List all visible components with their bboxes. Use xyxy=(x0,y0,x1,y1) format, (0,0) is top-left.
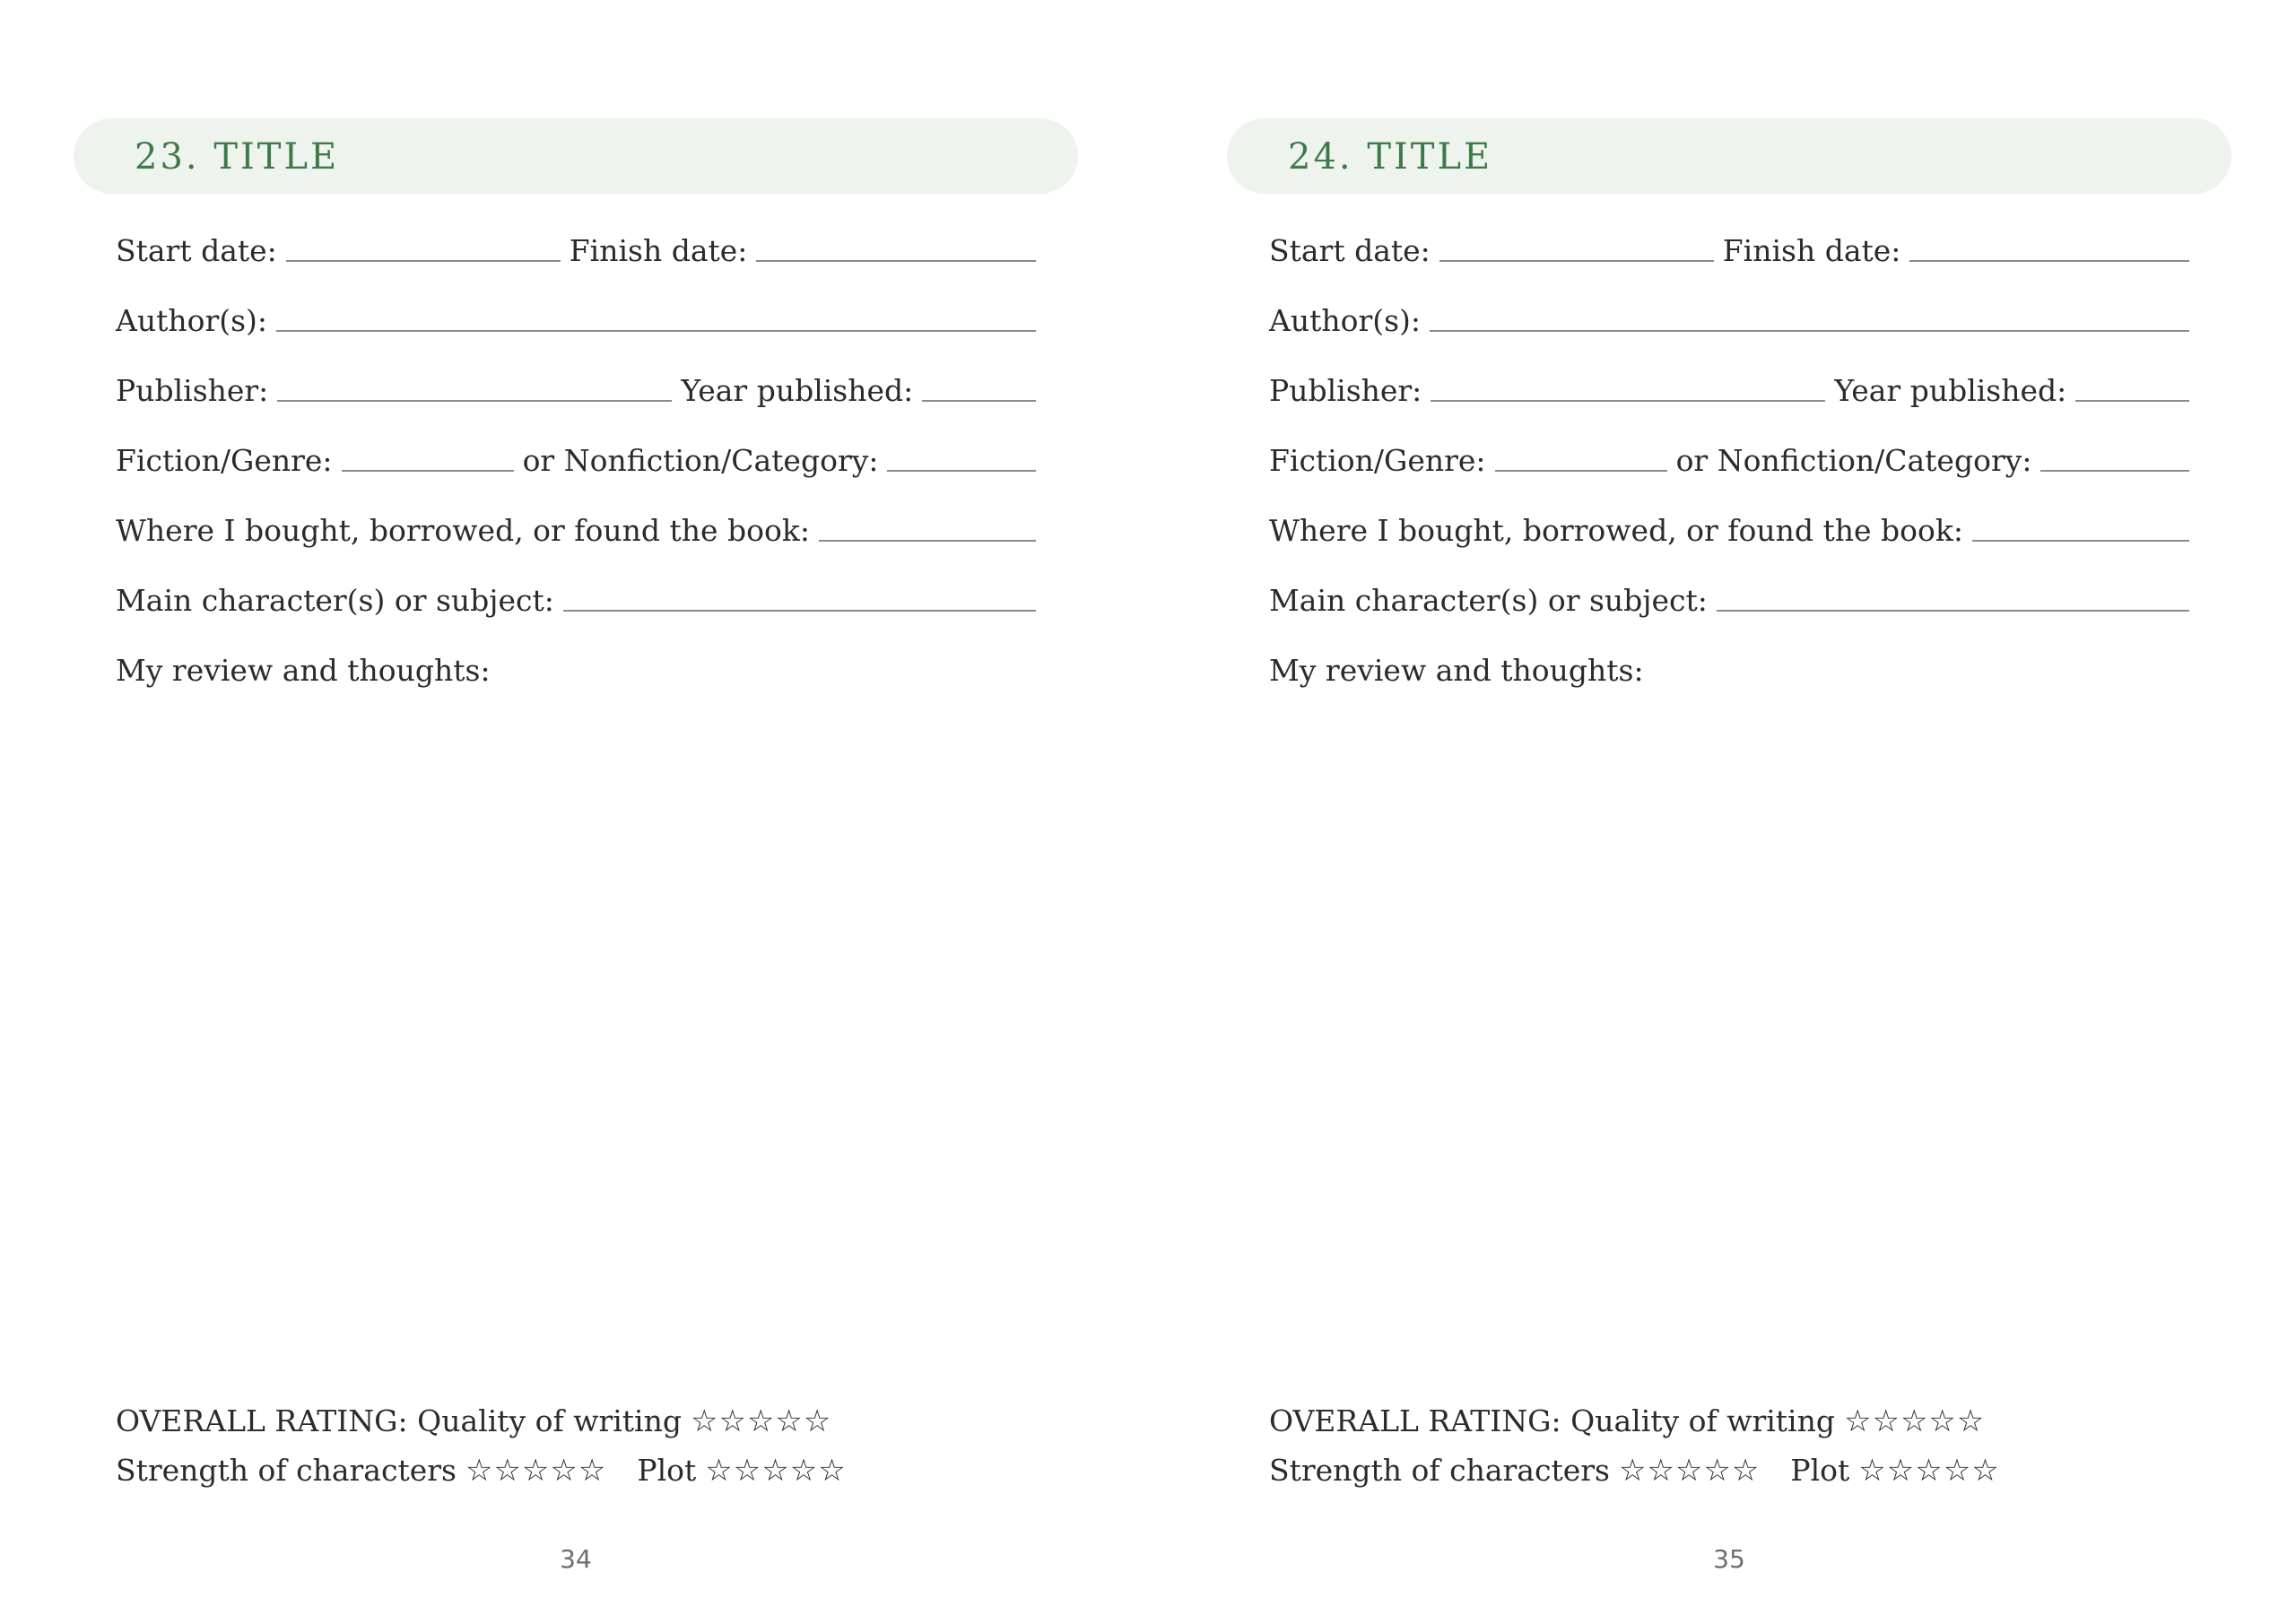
nonfiction-category-field[interactable] xyxy=(2040,439,2189,472)
where-found-label: Where I bought, borrowed, or found the book: xyxy=(116,513,811,548)
main-character-row xyxy=(116,574,1036,619)
characters-plot-row xyxy=(1269,1444,2189,1489)
where-row xyxy=(1269,504,2189,549)
title-bar xyxy=(74,118,1078,194)
genre-row xyxy=(1269,434,2189,479)
nonfiction-category-label: or Nonfiction/Category: xyxy=(1675,443,2032,478)
overall-rating-row xyxy=(1269,1394,2189,1439)
book-title: 24. TITLE xyxy=(1288,136,1493,178)
main-character-label: Main character(s) or subject: xyxy=(116,583,554,618)
page-left xyxy=(74,0,1078,1607)
overall-rating-label: OVERALL RATING: Quality of writing xyxy=(116,1403,682,1438)
page-number: 35 xyxy=(1713,1544,1745,1574)
fiction-genre-field[interactable] xyxy=(342,439,514,472)
year-published-field[interactable] xyxy=(922,369,1036,402)
start-date-field[interactable] xyxy=(1439,230,1714,262)
plot-label: Plot xyxy=(1790,1453,1850,1488)
author-field[interactable] xyxy=(276,300,1036,332)
year-published-label: Year published: xyxy=(1834,373,2067,408)
where-found-field[interactable] xyxy=(819,509,1036,542)
title-bar xyxy=(1227,118,2231,194)
where-row xyxy=(116,504,1036,549)
nonfiction-category-label: or Nonfiction/Category: xyxy=(522,443,879,478)
page-right xyxy=(1227,0,2231,1607)
dates-row xyxy=(116,224,1036,269)
where-found-label: Where I bought, borrowed, or found the book: xyxy=(1269,513,1964,548)
author-label: Author(s): xyxy=(116,303,268,338)
genre-row xyxy=(116,434,1036,479)
strength-label: Strength of characters xyxy=(116,1453,457,1488)
start-date-label: Start date: xyxy=(116,233,277,268)
publisher-label: Publisher: xyxy=(116,373,269,408)
strength-stars[interactable]: ☆☆☆☆☆ xyxy=(465,1453,607,1489)
fiction-genre-label: Fiction/Genre: xyxy=(116,443,333,478)
quality-stars[interactable]: ☆☆☆☆☆ xyxy=(690,1403,832,1439)
author-row xyxy=(1269,294,2189,339)
start-date-field[interactable] xyxy=(286,230,561,262)
main-character-row xyxy=(1269,574,2189,619)
publisher-row xyxy=(116,364,1036,409)
year-published-label: Year published: xyxy=(681,373,914,408)
publisher-field[interactable] xyxy=(277,369,672,402)
overall-rating-label: OVERALL RATING: Quality of writing xyxy=(1269,1403,1835,1438)
strength-label: Strength of characters xyxy=(1269,1453,1610,1488)
review-label: My review and thoughts: xyxy=(116,653,491,688)
overall-rating-row xyxy=(116,1394,1036,1439)
page-number: 34 xyxy=(560,1544,592,1574)
main-character-field[interactable] xyxy=(563,579,1036,612)
author-label: Author(s): xyxy=(1269,303,1422,338)
finish-date-label: Finish date: xyxy=(1722,233,1901,268)
strength-stars[interactable]: ☆☆☆☆☆ xyxy=(1618,1453,1761,1489)
finish-date-field[interactable] xyxy=(1909,230,2189,262)
characters-plot-row xyxy=(116,1444,1036,1489)
author-field[interactable] xyxy=(1430,300,2189,332)
review-row xyxy=(116,644,1036,689)
publisher-field[interactable] xyxy=(1431,369,1825,402)
fiction-genre-label: Fiction/Genre: xyxy=(1269,443,1486,478)
main-character-label: Main character(s) or subject: xyxy=(1269,583,1708,618)
book-title: 23. TITLE xyxy=(135,136,340,178)
main-character-field[interactable] xyxy=(1717,579,2189,612)
fiction-genre-field[interactable] xyxy=(1495,439,1667,472)
review-row xyxy=(1269,644,2189,689)
publisher-label: Publisher: xyxy=(1269,373,1422,408)
finish-date-label: Finish date: xyxy=(569,233,748,268)
author-row xyxy=(116,294,1036,339)
dates-row xyxy=(1269,224,2189,269)
plot-stars[interactable]: ☆☆☆☆☆ xyxy=(705,1453,847,1489)
finish-date-field[interactable] xyxy=(756,230,1036,262)
start-date-label: Start date: xyxy=(1269,233,1431,268)
nonfiction-category-field[interactable] xyxy=(887,439,1036,472)
plot-label: Plot xyxy=(637,1453,697,1488)
where-found-field[interactable] xyxy=(1972,509,2189,542)
year-published-field[interactable] xyxy=(2075,369,2189,402)
quality-stars[interactable]: ☆☆☆☆☆ xyxy=(1843,1403,1986,1439)
plot-stars[interactable]: ☆☆☆☆☆ xyxy=(1858,1453,2000,1489)
review-label: My review and thoughts: xyxy=(1269,653,1644,688)
publisher-row xyxy=(1269,364,2189,409)
